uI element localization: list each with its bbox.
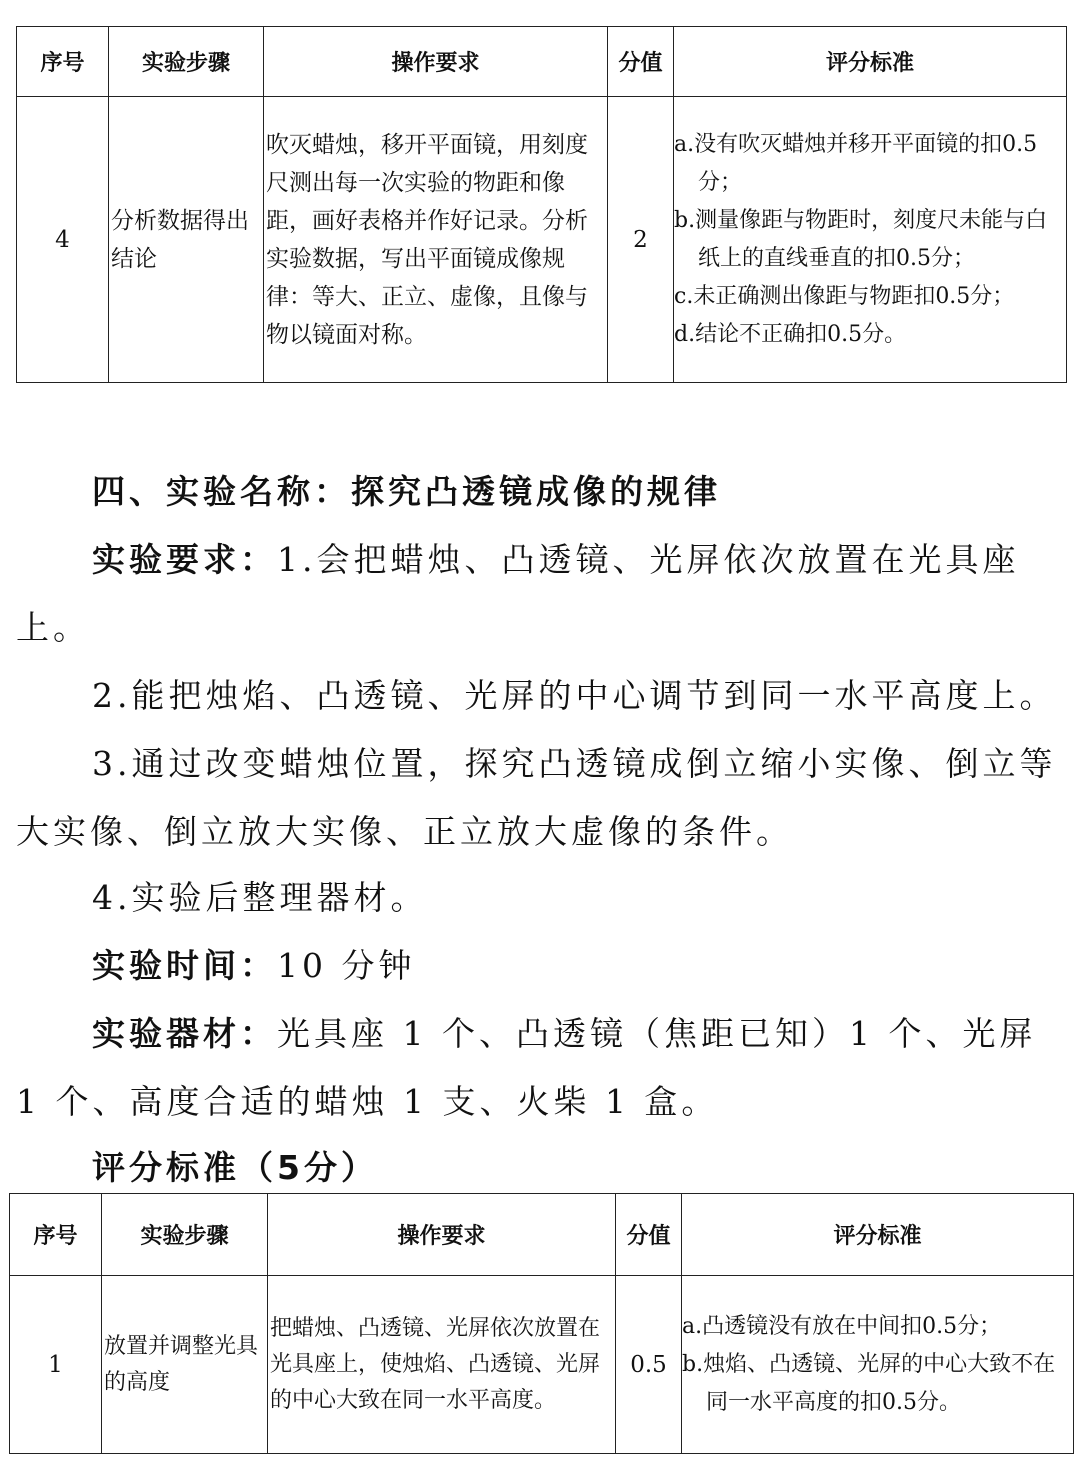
equipment-label: 实验器材： bbox=[92, 1014, 277, 1053]
table-header-row bbox=[10, 1194, 1074, 1276]
header-criteria: 评分标准 bbox=[674, 27, 1067, 97]
score-title: 评分标准（5分） bbox=[92, 1148, 378, 1187]
header-criteria: 评分标准 bbox=[682, 1194, 1074, 1276]
requirements-label: 实验要求： bbox=[92, 540, 277, 579]
requirement-1: 1.会把蜡烛、凸透镜、光屏依次放置在光具座上。 bbox=[16, 540, 1020, 647]
row-criteria bbox=[674, 97, 1067, 383]
requirements-paragraph bbox=[16, 526, 1068, 662]
row-requirement: 吹灭蜡烛，移开平面镜，用刻度尺测出每一次实验的物距和像距，画好表格并作好记录。分析实验数据，写出平面镜成像规律：等大、正立、虚像，且像与物以镜面对称。 bbox=[264, 97, 608, 383]
equipment-value: 光具座 1 个、凸透镜（焦距已知）1 个、光屏 1 个、高度合适的蜡烛 1 支、火柴 1 盒。 bbox=[16, 1014, 1037, 1121]
header-seq: 序号 bbox=[10, 1194, 102, 1276]
criteria-item: a.没有吹灭蜡烛并移开平面镜的扣0.5分； bbox=[674, 131, 1038, 195]
criteria-item: b.测量像距与物距时，刻度尺未能与白纸上的直线垂直的扣0.5分； bbox=[674, 207, 1048, 271]
scoring-table-bottom bbox=[9, 1193, 1074, 1454]
header-requirement: 操作要求 bbox=[268, 1194, 616, 1276]
scoring-table-top bbox=[16, 26, 1067, 383]
criteria-item: a.凸透镜没有放在中间扣0.5分； bbox=[682, 1313, 1002, 1339]
header-step: 实验步骤 bbox=[102, 1194, 268, 1276]
header-score: 分值 bbox=[616, 1194, 682, 1276]
table-header-row bbox=[17, 27, 1067, 97]
requirement-4: 4.实验后整理器材。 bbox=[92, 878, 428, 917]
row-score: 2 bbox=[608, 97, 674, 383]
time-value: 10 分钟 bbox=[277, 946, 416, 985]
header-requirement: 操作要求 bbox=[264, 27, 608, 97]
requirement-2: 2.能把烛焰、凸透镜、光屏的中心调节到同一水平高度上。 bbox=[92, 676, 1057, 715]
criteria-item: c.未正确测出像距与物距扣0.5分； bbox=[674, 283, 1015, 309]
row-seq: 4 bbox=[17, 97, 109, 383]
time-paragraph bbox=[16, 932, 1068, 1000]
header-seq: 序号 bbox=[17, 27, 109, 97]
row-step: 放置并调整光具的高度 bbox=[102, 1276, 268, 1454]
row-requirement: 把蜡烛、凸透镜、光屏依次放置在光具座上，使烛焰、凸透镜、光屏的中心大致在同一水平高度。 bbox=[268, 1276, 616, 1454]
requirement-3: 3.通过改变蜡烛位置，探究凸透镜成倒立缩小实像、倒立等大实像、倒立放大实像、正立放大虚像的条件。 bbox=[16, 744, 1057, 851]
criteria-item: d.结论不正确扣0.5分。 bbox=[674, 321, 907, 347]
header-score: 分值 bbox=[608, 27, 674, 97]
row-seq: 1 bbox=[10, 1276, 102, 1454]
time-label: 实验时间： bbox=[92, 946, 277, 985]
row-step: 分析数据得出结论 bbox=[109, 97, 264, 383]
section-title: 四、实验名称：探究凸透镜成像的规律 bbox=[92, 472, 721, 511]
criteria-item: b.烛焰、凸透镜、光屏的中心大致不在同一水平高度的扣0.5分。 bbox=[682, 1351, 1056, 1415]
table-row bbox=[10, 1276, 1074, 1454]
equipment-paragraph bbox=[16, 1000, 1068, 1136]
table-row bbox=[17, 97, 1067, 383]
header-step: 实验步骤 bbox=[109, 27, 264, 97]
row-score: 0.5 bbox=[616, 1276, 682, 1454]
row-criteria bbox=[682, 1276, 1074, 1454]
